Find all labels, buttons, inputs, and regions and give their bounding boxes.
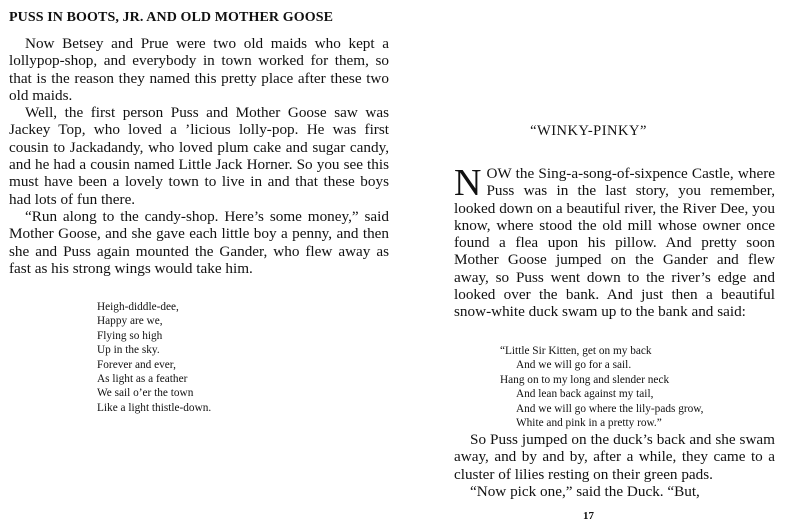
right-page-body bbox=[454, 162, 775, 321]
paragraph: “Now pick one,” said the Duck. “But, bbox=[470, 482, 700, 500]
verse-line: And lean back against my tail, bbox=[516, 388, 654, 401]
verse-line: As light as a feather bbox=[97, 373, 188, 386]
page-number: 17 bbox=[583, 510, 594, 522]
verse-line: And we will go where the lily-pads grow, bbox=[516, 402, 704, 415]
left-page bbox=[0, 0, 392, 529]
verse-line: Forever and ever, bbox=[97, 358, 176, 371]
verse-line: White and pink in a pretty row.” bbox=[516, 417, 662, 430]
verse-line: “Little Sir Kitten, get on my back bbox=[500, 345, 652, 357]
opening-paragraph bbox=[454, 162, 775, 321]
verse-line: Up in the sky. bbox=[97, 344, 160, 357]
paragraph: Well, the first person Puss and Mother Goose saw was Jackey Top, who loved a ’licious lolly-pop. He was first cousin to Jackadandy, who loved plum cake and sugar candy, and he had a cousin named Little Jack Horner. So you see this must have been a lovely town to live in and that these boys had lots of fun there. bbox=[9, 104, 389, 208]
paragraph: “Run along to the candy-shop. Here’s some money,” said Mother Goose, and she gave each little boy a penny, and then she and Puss again mounted the Gander, who flew away as fast as his strong wings would take him. bbox=[9, 207, 389, 277]
verse-line: Happy are we, bbox=[97, 315, 163, 328]
right-page bbox=[392, 0, 785, 529]
paragraph: Now Betsey and Prue were two old maids who kept a lollypop-shop, and everybody in town worked for them, so that is the reason they named this pretty place after these two old maids. bbox=[9, 35, 389, 104]
paragraph: So Puss jumped on the duck’s back and she swam away, and by and by, after a while, they came to a cluster of lilies resting on their green pads. bbox=[454, 431, 775, 483]
verse-block bbox=[500, 344, 704, 430]
verse-line: And we will go for a sail. bbox=[516, 359, 632, 372]
verse-line: Flying so high bbox=[97, 329, 163, 342]
left-page-body bbox=[9, 35, 389, 277]
verse-line: Like a light thistle-down. bbox=[97, 401, 212, 414]
verse-line: Heigh-diddle-dee, bbox=[97, 301, 179, 313]
drop-cap: N bbox=[454, 162, 482, 204]
right-page-body-continued bbox=[454, 431, 775, 500]
opening-text: OW the Sing-a-song-of-sixpence Castle, where Puss was in the last story, you remember, looked down on a beautiful river, the River Dee, you know, where stood the old mill whose owner once found a flea upon his pillow. And pretty soon Mother Goose jumped on the Gander and flew away, so Puss went down to the river’s edge and looked over the bank. And just then a beautiful snow-white duck swam up to the bank and said: bbox=[454, 165, 775, 321]
verse-line: Hang on to my long and slender neck bbox=[500, 373, 670, 386]
chapter-title: “WINKY-PINKY” bbox=[530, 123, 647, 139]
verse-block bbox=[97, 300, 211, 415]
verse-line: We sail o’er the town bbox=[97, 387, 194, 400]
running-head: PUSS IN BOOTS, JR. AND OLD MOTHER GOOSE bbox=[9, 10, 334, 25]
